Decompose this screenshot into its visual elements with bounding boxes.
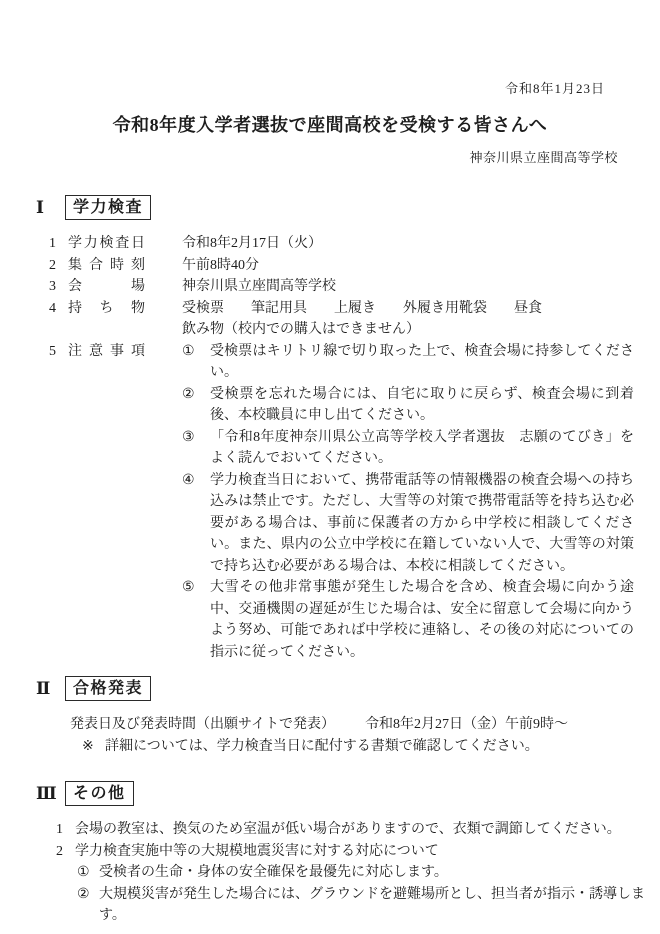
note-text: 受検票はキリトリ線で切り取った上で、検査会場に持参してください。 <box>210 343 634 380</box>
subitem-text: 受検者の生命・身体の安全確保を最優先に対応します。 <box>99 865 448 880</box>
other-item-2 <box>0 841 660 863</box>
circled-number: ③ <box>182 429 195 445</box>
circled-number: ② <box>182 386 195 402</box>
row-label: 集合時刻 <box>68 257 145 273</box>
section-exam-header <box>0 195 660 220</box>
section-other-heading: その他 <box>65 781 134 806</box>
item-number: 2 <box>56 843 63 859</box>
announcement-datetime: 令和8年2月27日（金）午前9時～ <box>365 717 569 732</box>
other-item-1 <box>0 819 660 841</box>
row-number: 5 <box>49 343 56 359</box>
document-date: 令和8年1月23日 <box>504 81 605 96</box>
results-announcement-line <box>0 714 660 736</box>
other-subitem-2 <box>0 884 660 927</box>
section-exam <box>0 195 660 663</box>
results-note <box>0 736 660 758</box>
note-text: 学力検査当日において、携帯電話等の情報機器の検査会場への持ち込みは禁止です。ただし、大雪等の対策で携帯電話等を持ち込む必要がある場合は、事前に保護者の方から中学校に相談してください。また、県内の公立中学校に在籍していない人で、大雪等の対策で持ち込む必要がある場合は、本校に相談してください。 <box>210 472 634 574</box>
exam-row-belongings <box>0 298 660 341</box>
subitem-text: 大規模災害が発生した場合には、グラウンドを避難場所とし、担当者が指示・誘導します。 <box>99 886 645 923</box>
belongings-drink-note: 飲み物（校内での購入はできません） <box>182 322 420 337</box>
section-other-header <box>0 781 660 806</box>
section-exam-numeral: Ⅰ <box>36 197 44 217</box>
belonging-item: 上履き <box>334 300 376 316</box>
section-other <box>0 781 660 927</box>
circled-number: ⑤ <box>182 580 195 595</box>
section-other-numeral: Ⅲ <box>36 783 57 803</box>
note-text: 大雪その他非常事態が発生した場合を含め、検査会場に向かう途中、交通機関の遅延が生じた場合は、安全に留意して会場に向かうよう努め、可能であれば中学校に連絡し、その後の対応についての指示に従ってください。 <box>210 580 634 660</box>
circled-number: ④ <box>182 472 195 488</box>
row-number: 3 <box>49 279 56 294</box>
row-value <box>182 298 542 341</box>
section-exam-heading: 学力検査 <box>65 195 151 220</box>
document-school-name: 神奈川県立座間高等学校 <box>469 149 618 165</box>
precaution-notes <box>182 341 634 664</box>
belonging-item: 筆記用具 <box>251 300 307 316</box>
note-text: 受検票を忘れた場合には、自宅に取りに戻らず、検査会場に到着後、本校職員に申し出てください。 <box>210 386 634 423</box>
announcement-label: 発表日及び発表時間（出願サイトで発表） <box>70 717 336 732</box>
section-results <box>0 676 660 757</box>
belonging-item: 受検票 <box>182 300 224 316</box>
section-results-header <box>0 676 660 701</box>
row-label: 学力検査日 <box>68 236 145 251</box>
circled-number: ② <box>77 886 90 902</box>
precaution-note-1 <box>182 341 634 384</box>
precaution-note-2 <box>182 384 634 427</box>
results-note-text: 詳細については、学力検査当日に配付する書類で確認してください。 <box>105 738 539 754</box>
row-number: 1 <box>49 236 56 251</box>
exam-row-precautions <box>0 341 660 664</box>
exam-row-venue <box>0 276 660 298</box>
exam-row-meeting-time <box>0 255 660 277</box>
row-value: 令和8年2月17日（火） <box>182 236 322 251</box>
item-text: 学力検査実施中等の大規模地震災害に対する対応について <box>75 843 439 859</box>
row-value: 神奈川県立座間高等学校 <box>182 279 336 294</box>
belonging-item: 昼食 <box>514 300 542 316</box>
item-number: 1 <box>56 822 63 837</box>
row-number: 4 <box>49 300 56 316</box>
item-text: 会場の教室は、換気のため室温が低い場合がありますので、衣類で調節してください。 <box>75 822 621 837</box>
reference-mark: ※ <box>82 738 94 754</box>
precaution-note-5 <box>182 577 634 663</box>
row-value: 午前8時40分 <box>182 257 259 273</box>
circled-number: ① <box>77 865 90 880</box>
precaution-note-4 <box>182 470 634 578</box>
row-label: 注意事項 <box>68 343 145 359</box>
note-text: 「令和8年度神奈川県公立高等学校入学者選抜 志願のてびき」をよく読んでおいてください。 <box>210 429 634 466</box>
circled-number: ① <box>182 343 195 359</box>
belonging-item: 外履き用靴袋 <box>403 300 487 316</box>
row-label: 会場 <box>68 279 145 294</box>
precaution-note-3 <box>182 427 634 470</box>
section-results-numeral: Ⅱ <box>36 678 51 698</box>
row-label: 持ち物 <box>68 300 145 316</box>
document-title: 令和8年度入学者選抜で座間高校を受検する皆さんへ <box>112 114 548 135</box>
section-results-heading: 合格発表 <box>65 676 151 701</box>
row-number: 2 <box>49 257 56 273</box>
belongings-list <box>182 298 542 320</box>
other-subitem-1 <box>0 862 660 884</box>
exam-row-date <box>0 233 660 255</box>
